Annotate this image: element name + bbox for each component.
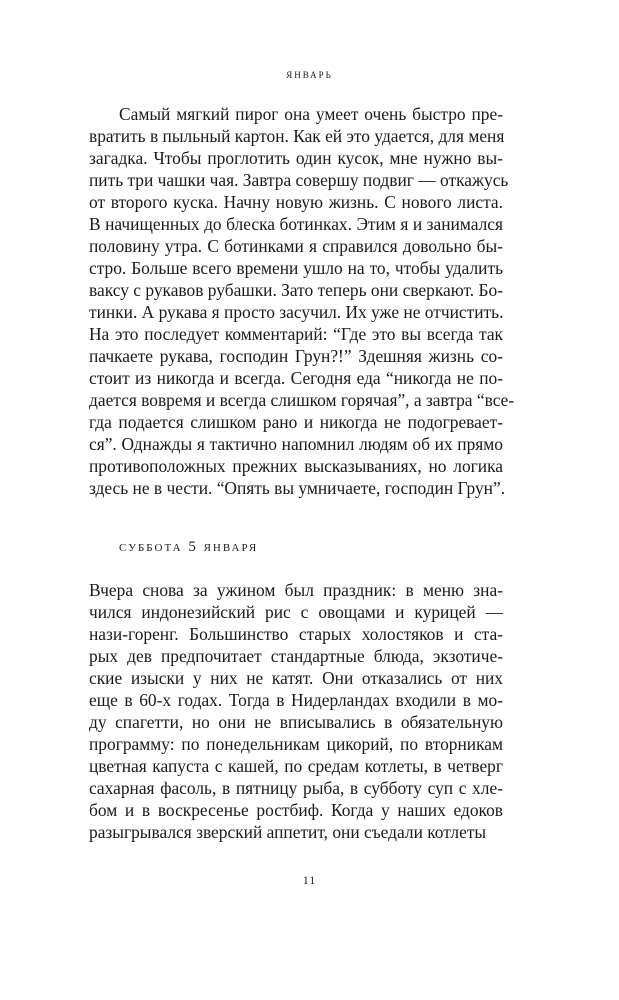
text-line: здесь не в чести. “Опять вы умничаете, господин Грун”. (89, 478, 506, 498)
text-line: от второго куска. Начну новую жизнь. С нового листа. (89, 192, 503, 212)
text-line: пачкаете рукава, господин Грун?!” Здешняя жизнь со- (89, 346, 503, 366)
text-line: тинки. А рукава я просто засучил. Их уже не отчистить. (89, 302, 504, 322)
text-line: противоположных прежних высказываниях, но логика (89, 456, 503, 476)
text-line: еще в 60-х годах. Тогда в Нидерландах входили в мо- (89, 690, 503, 710)
text-line: бом и в воскресенье ростбиф. Когда у наших едоков (89, 800, 503, 820)
text-line: вратить в пыльный картон. Как ей это удается, для меня (89, 126, 505, 146)
text-line: В начищенных до блеска ботинках. Этим я и занимался (89, 214, 503, 234)
text-line: ся”. Однажды я тактично напомнил людям об их прямо (89, 434, 503, 454)
page-number: 11 (302, 873, 317, 887)
text-line: Вчера снова за ужином был праздник: в меню зна- (89, 580, 503, 600)
text-line: дается вовремя и всегда слишком горячая”, а завтра “все- (89, 390, 515, 410)
text-line: нази-горенг. Большинство старых холостяков и ста- (89, 624, 503, 644)
paragraph-diary-entry (89, 103, 515, 499)
text-line: сахарная фасоль, в пятницу рыба, в субботу суп с хле- (89, 778, 503, 798)
text-line: цветная капуста с кашей, по средам котлеты, в четверг (89, 756, 503, 776)
text-line: ду спагетти, но они не вписывались в обязательную (89, 712, 503, 732)
running-head: январь (286, 66, 333, 81)
text-line: ваксу с рукавов рубашки. Зато теперь они сверкают. Бо- (89, 280, 503, 300)
text-line: разыгрывался зверский аппетит, они съедали котлеты (89, 822, 487, 842)
text-line: программу: по понедельникам цикорий, по вторникам (89, 734, 503, 754)
text-line: На это последует комментарий: “Где это вы всегда так (89, 324, 503, 344)
text-line: гда подается слишком рано и никогда не подогревает- (89, 412, 503, 432)
paragraph-diary-entry (89, 579, 503, 843)
text-line: загадка. Чтобы проглотить один кусок, мне нужно вы- (89, 148, 503, 168)
text-line: стоит из никогда и всегда. Сегодня еда “никогда не по- (89, 368, 503, 388)
text-line: стро. Больше всего времени ушло на то, чтобы удалить (89, 258, 503, 278)
text-line: чился индонезийский рис с овощами и курицей — (89, 602, 503, 622)
text-line: рых дев предпочитает стандартные блюда, экзотиче- (89, 646, 503, 666)
section-heading-date: суббота 5 января (119, 539, 259, 555)
text-line: Самый мягкий пирог она умеет очень быстро пре- (119, 104, 503, 124)
text-line: половину утра. С ботинками я справился довольно бы- (89, 236, 503, 256)
text-line: ские изыски у них не катят. Они отказались от них (89, 668, 503, 688)
text-line: пить три чашки чая. Завтра совершу подвиг — откажусь (89, 170, 509, 190)
